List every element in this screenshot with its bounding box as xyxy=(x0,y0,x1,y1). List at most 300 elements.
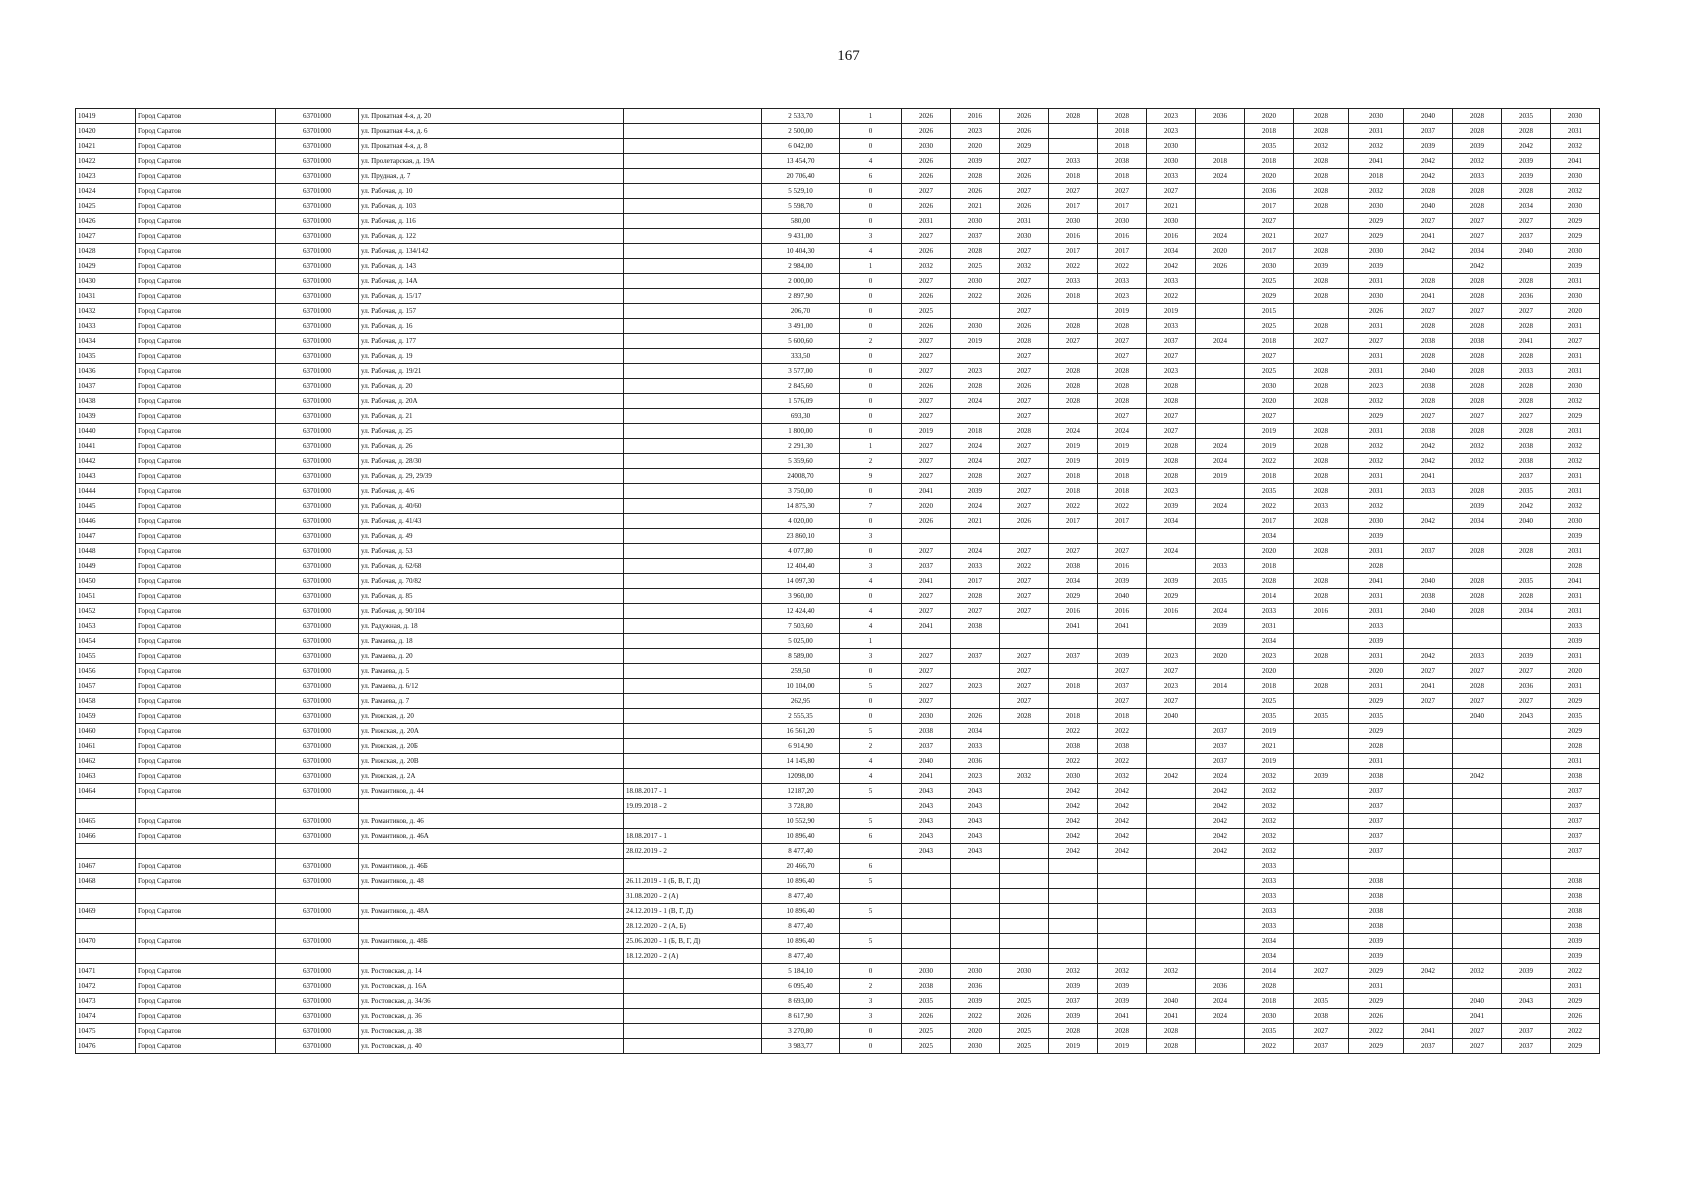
document-date-cell xyxy=(624,139,762,154)
area-cell: 6 095,40 xyxy=(762,979,840,994)
year-cell xyxy=(1502,934,1551,949)
year-cell: 2033 xyxy=(1147,169,1196,184)
year-cell xyxy=(951,874,1000,889)
document-date-cell xyxy=(624,514,762,529)
year-cell: 2038 xyxy=(902,979,951,994)
year-cell: 2020 xyxy=(1551,664,1600,679)
city-cell: Город Саратов xyxy=(136,304,276,319)
year-cell: 2034 xyxy=(1245,529,1294,544)
year-cell: 2042 xyxy=(1196,799,1245,814)
year-cell: 2020 xyxy=(1196,649,1245,664)
year-cell: 2020 xyxy=(902,499,951,514)
year-cell: 2042 xyxy=(1404,244,1453,259)
document-date-cell xyxy=(624,274,762,289)
year-cell: 2016 xyxy=(1049,229,1098,244)
address-cell: ул. Рабочая, д. 26 xyxy=(359,439,624,454)
year-cell: 2026 xyxy=(902,199,951,214)
row-number-cell: 10456 xyxy=(76,664,136,679)
year-cell: 2027 xyxy=(1000,364,1049,379)
year-cell: 2031 xyxy=(1349,679,1404,694)
year-cell: 2039 xyxy=(1453,499,1502,514)
oktmo-code-cell: 63701000 xyxy=(276,364,359,379)
address-cell: ул. Рабочая, д. 21 xyxy=(359,409,624,424)
year-cell: 2026 xyxy=(951,709,1000,724)
year-cell xyxy=(1453,889,1502,904)
year-cell: 2019 xyxy=(1245,754,1294,769)
year-cell: 2028 xyxy=(1453,574,1502,589)
count-cell: 0 xyxy=(840,484,902,499)
year-cell: 2038 xyxy=(1349,904,1404,919)
year-cell xyxy=(1453,874,1502,889)
city-cell: Город Саратов xyxy=(136,1009,276,1024)
year-cell xyxy=(1294,784,1349,799)
year-cell xyxy=(1196,949,1245,964)
year-cell: 2028 xyxy=(1502,424,1551,439)
year-cell xyxy=(1196,304,1245,319)
year-cell: 2033 xyxy=(1147,274,1196,289)
year-cell: 2026 xyxy=(1551,1009,1600,1024)
year-cell: 2039 xyxy=(1147,499,1196,514)
area-cell: 10 404,30 xyxy=(762,244,840,259)
table-row xyxy=(76,319,1600,334)
address-cell: ул. Рабочая, д. 28/30 xyxy=(359,454,624,469)
year-cell: 2018 xyxy=(1245,679,1294,694)
area-cell: 13 454,70 xyxy=(762,154,840,169)
city-cell xyxy=(136,889,276,904)
address-cell: ул. Романтиков, д. 48А xyxy=(359,904,624,919)
year-cell: 2035 xyxy=(1502,574,1551,589)
year-cell: 2027 xyxy=(1245,214,1294,229)
oktmo-code-cell: 63701000 xyxy=(276,664,359,679)
year-cell: 2027 xyxy=(1000,499,1049,514)
year-cell: 2042 xyxy=(1098,829,1147,844)
address-cell: ул. Рабочая, д. 14А xyxy=(359,274,624,289)
year-cell xyxy=(1196,889,1245,904)
city-cell: Город Саратов xyxy=(136,649,276,664)
year-cell: 2027 xyxy=(1294,334,1349,349)
row-number-cell: 10422 xyxy=(76,154,136,169)
year-cell: 2027 xyxy=(1000,469,1049,484)
city-cell: Город Саратов xyxy=(136,439,276,454)
year-cell xyxy=(951,889,1000,904)
year-cell: 2028 xyxy=(1453,379,1502,394)
year-cell xyxy=(1404,754,1453,769)
year-cell: 2031 xyxy=(1349,349,1404,364)
document-date-cell xyxy=(624,574,762,589)
year-cell: 2030 xyxy=(1000,964,1049,979)
document-date-cell xyxy=(624,349,762,364)
year-cell xyxy=(1147,889,1196,904)
year-cell: 2035 xyxy=(1294,994,1349,1009)
year-cell: 2036 xyxy=(1196,979,1245,994)
oktmo-code-cell: 63701000 xyxy=(276,544,359,559)
year-cell: 2031 xyxy=(1349,604,1404,619)
year-cell: 2033 xyxy=(1245,859,1294,874)
year-cell: 2029 xyxy=(1000,139,1049,154)
year-cell: 2029 xyxy=(1349,964,1404,979)
year-cell: 2037 xyxy=(1147,334,1196,349)
year-cell: 2039 xyxy=(1502,169,1551,184)
year-cell: 2031 xyxy=(1349,364,1404,379)
year-cell xyxy=(1098,529,1147,544)
year-cell xyxy=(1147,979,1196,994)
document-date-cell xyxy=(624,634,762,649)
area-cell: 5 359,60 xyxy=(762,454,840,469)
oktmo-code-cell xyxy=(276,919,359,934)
year-cell xyxy=(1147,919,1196,934)
year-cell: 2018 xyxy=(1196,154,1245,169)
table-row xyxy=(76,859,1600,874)
area-cell: 12098,00 xyxy=(762,769,840,784)
year-cell: 2026 xyxy=(1000,109,1049,124)
year-cell: 2017 xyxy=(1049,244,1098,259)
year-cell: 2017 xyxy=(1049,199,1098,214)
year-cell: 2041 xyxy=(902,769,951,784)
document-date-cell xyxy=(624,964,762,979)
year-cell: 2040 xyxy=(1502,514,1551,529)
area-cell: 259,50 xyxy=(762,664,840,679)
year-cell: 2040 xyxy=(1404,199,1453,214)
year-cell: 2039 xyxy=(1294,769,1349,784)
city-cell: Город Саратов xyxy=(136,349,276,364)
year-cell xyxy=(1453,844,1502,859)
year-cell: 2022 xyxy=(1049,259,1098,274)
year-cell: 2030 xyxy=(1349,514,1404,529)
document-date-cell xyxy=(624,409,762,424)
year-cell: 2032 xyxy=(1551,139,1600,154)
year-cell: 2027 xyxy=(1147,664,1196,679)
year-cell: 2027 xyxy=(1000,184,1049,199)
year-cell: 2030 xyxy=(1551,109,1600,124)
year-cell: 2020 xyxy=(1551,304,1600,319)
year-cell: 2016 xyxy=(1098,559,1147,574)
year-cell xyxy=(1196,589,1245,604)
row-number-cell: 10421 xyxy=(76,139,136,154)
oktmo-code-cell: 63701000 xyxy=(276,529,359,544)
year-cell: 2031 xyxy=(1551,589,1600,604)
year-cell: 2022 xyxy=(1147,289,1196,304)
year-cell: 2041 xyxy=(1404,1024,1453,1039)
year-cell: 2027 xyxy=(1147,694,1196,709)
oktmo-code-cell: 63701000 xyxy=(276,1024,359,1039)
year-cell: 2030 xyxy=(951,964,1000,979)
oktmo-code-cell: 63701000 xyxy=(276,484,359,499)
year-cell xyxy=(1098,874,1147,889)
year-cell: 2022 xyxy=(1049,724,1098,739)
year-cell: 2025 xyxy=(1245,364,1294,379)
address-cell: ул. Рабочая, д. 70/82 xyxy=(359,574,624,589)
year-cell xyxy=(1196,544,1245,559)
year-cell: 2032 xyxy=(1349,139,1404,154)
year-cell: 2028 xyxy=(1453,364,1502,379)
year-cell: 2039 xyxy=(1049,979,1098,994)
table-row xyxy=(76,649,1600,664)
year-cell: 2022 xyxy=(1245,454,1294,469)
year-cell: 2014 xyxy=(1196,679,1245,694)
year-cell: 2038 xyxy=(1502,454,1551,469)
table-row xyxy=(76,979,1600,994)
year-cell: 2031 xyxy=(1349,319,1404,334)
year-cell: 2028 xyxy=(1404,319,1453,334)
area-cell: 8 477,40 xyxy=(762,919,840,934)
year-cell: 2042 xyxy=(1502,499,1551,514)
year-cell xyxy=(1453,799,1502,814)
oktmo-code-cell: 63701000 xyxy=(276,934,359,949)
year-cell: 2027 xyxy=(1098,544,1147,559)
year-cell: 2038 xyxy=(1049,559,1098,574)
year-cell xyxy=(1453,919,1502,934)
year-cell xyxy=(1453,469,1502,484)
row-number-cell: 10426 xyxy=(76,214,136,229)
year-cell: 2037 xyxy=(1551,814,1600,829)
oktmo-code-cell xyxy=(276,889,359,904)
count-cell: 5 xyxy=(840,904,902,919)
year-cell xyxy=(951,529,1000,544)
area-cell: 2 291,30 xyxy=(762,439,840,454)
year-cell: 2037 xyxy=(1551,784,1600,799)
year-cell xyxy=(1147,559,1196,574)
city-cell: Город Саратов xyxy=(136,139,276,154)
year-cell: 2031 xyxy=(1551,754,1600,769)
year-cell: 2027 xyxy=(1404,409,1453,424)
year-cell xyxy=(1196,409,1245,424)
year-cell xyxy=(1196,709,1245,724)
year-cell: 2043 xyxy=(902,784,951,799)
year-cell: 2022 xyxy=(1049,754,1098,769)
row-number-cell: 10459 xyxy=(76,709,136,724)
count-cell: 0 xyxy=(840,514,902,529)
year-cell xyxy=(951,949,1000,964)
year-cell: 2024 xyxy=(1196,994,1245,1009)
count-cell: 2 xyxy=(840,334,902,349)
year-cell: 2039 xyxy=(1098,994,1147,1009)
year-cell: 2026 xyxy=(951,184,1000,199)
year-cell xyxy=(1098,919,1147,934)
year-cell: 2031 xyxy=(1551,649,1600,664)
year-cell: 2026 xyxy=(902,319,951,334)
year-cell: 2027 xyxy=(1294,964,1349,979)
year-cell: 2041 xyxy=(902,484,951,499)
year-cell: 2030 xyxy=(902,964,951,979)
year-cell: 2027 xyxy=(1453,694,1502,709)
area-cell: 14 145,80 xyxy=(762,754,840,769)
year-cell xyxy=(1453,724,1502,739)
year-cell: 2027 xyxy=(1404,304,1453,319)
address-cell: ул. Романтиков, д. 46Б xyxy=(359,859,624,874)
year-cell: 2033 xyxy=(951,559,1000,574)
row-number-cell: 10458 xyxy=(76,694,136,709)
year-cell xyxy=(1502,559,1551,574)
year-cell: 2019 xyxy=(1245,724,1294,739)
document-date-cell xyxy=(624,544,762,559)
year-cell: 2021 xyxy=(951,199,1000,214)
count-cell: 3 xyxy=(840,1009,902,1024)
area-cell: 7 503,60 xyxy=(762,619,840,634)
year-cell: 2028 xyxy=(1453,109,1502,124)
table-row xyxy=(76,814,1600,829)
table-row xyxy=(76,994,1600,1009)
year-cell: 2032 xyxy=(1245,769,1294,784)
year-cell: 2037 xyxy=(1551,829,1600,844)
table-row xyxy=(76,199,1600,214)
year-cell xyxy=(1502,904,1551,919)
year-cell: 2019 xyxy=(1196,469,1245,484)
city-cell: Город Саратов xyxy=(136,199,276,214)
year-cell: 2027 xyxy=(1000,244,1049,259)
year-cell: 2037 xyxy=(1349,844,1404,859)
row-number-cell: 10450 xyxy=(76,574,136,589)
row-number-cell: 10449 xyxy=(76,559,136,574)
year-cell: 2024 xyxy=(951,544,1000,559)
year-cell xyxy=(1196,634,1245,649)
year-cell: 2039 xyxy=(1049,1009,1098,1024)
year-cell xyxy=(1196,529,1245,544)
year-cell xyxy=(1453,559,1502,574)
year-cell xyxy=(1049,349,1098,364)
city-cell: Город Саратов xyxy=(136,379,276,394)
address-cell: ул. Рабочая, д. 62/68 xyxy=(359,559,624,574)
area-cell: 14 875,30 xyxy=(762,499,840,514)
table-row xyxy=(76,289,1600,304)
year-cell: 2027 xyxy=(902,394,951,409)
year-cell xyxy=(1404,979,1453,994)
year-cell: 2028 xyxy=(1245,979,1294,994)
document-date-cell xyxy=(624,244,762,259)
year-cell: 2042 xyxy=(1404,514,1453,529)
year-cell: 2026 xyxy=(1000,514,1049,529)
year-cell xyxy=(1404,559,1453,574)
table-row xyxy=(76,1009,1600,1024)
year-cell: 2040 xyxy=(1098,589,1147,604)
year-cell: 2039 xyxy=(1349,934,1404,949)
year-cell: 2023 xyxy=(951,364,1000,379)
address-cell: ул. Пролетарская, д. 19А xyxy=(359,154,624,169)
year-cell: 2027 xyxy=(1000,664,1049,679)
year-cell: 2038 xyxy=(1453,334,1502,349)
document-date-cell: 25.06.2020 - 1 (Б, В, Г, Д) xyxy=(624,934,762,949)
year-cell: 2040 xyxy=(1404,604,1453,619)
table-row xyxy=(76,619,1600,634)
year-cell: 2035 xyxy=(1245,709,1294,724)
document-date-cell xyxy=(624,979,762,994)
year-cell: 2027 xyxy=(1049,184,1098,199)
year-cell: 2028 xyxy=(1098,379,1147,394)
count-cell: 0 xyxy=(840,349,902,364)
table-row xyxy=(76,484,1600,499)
year-cell: 2031 xyxy=(1349,484,1404,499)
year-cell: 2020 xyxy=(1349,664,1404,679)
year-cell xyxy=(1404,994,1453,1009)
year-cell xyxy=(1196,379,1245,394)
year-cell xyxy=(1294,934,1349,949)
year-cell: 2020 xyxy=(1245,664,1294,679)
table-row xyxy=(76,124,1600,139)
oktmo-code-cell: 63701000 xyxy=(276,514,359,529)
table-row xyxy=(76,664,1600,679)
row-number-cell: 10452 xyxy=(76,604,136,619)
year-cell: 2032 xyxy=(1349,184,1404,199)
city-cell: Город Саратов xyxy=(136,769,276,784)
year-cell xyxy=(902,874,951,889)
document-date-cell xyxy=(624,334,762,349)
row-number-cell: 10465 xyxy=(76,814,136,829)
year-cell: 2029 xyxy=(1245,289,1294,304)
count-cell: 0 xyxy=(840,214,902,229)
year-cell xyxy=(1502,259,1551,274)
table-row xyxy=(76,154,1600,169)
oktmo-code-cell: 63701000 xyxy=(276,139,359,154)
year-cell: 2030 xyxy=(1147,214,1196,229)
year-cell xyxy=(902,859,951,874)
area-cell: 10 896,40 xyxy=(762,874,840,889)
year-cell: 2022 xyxy=(1098,499,1147,514)
year-cell xyxy=(1196,184,1245,199)
year-cell: 2027 xyxy=(902,469,951,484)
year-cell: 2028 xyxy=(1049,109,1098,124)
year-cell: 2027 xyxy=(1000,694,1049,709)
count-cell: 5 xyxy=(840,874,902,889)
year-cell: 2019 xyxy=(1245,424,1294,439)
address-cell: ул. Прудная, д. 7 xyxy=(359,169,624,184)
year-cell: 2043 xyxy=(902,829,951,844)
table-row xyxy=(76,829,1600,844)
year-cell: 2033 xyxy=(1404,484,1453,499)
year-cell xyxy=(1294,829,1349,844)
year-cell: 2032 xyxy=(1000,259,1049,274)
year-cell: 2032 xyxy=(1551,499,1600,514)
row-number-cell: 10457 xyxy=(76,679,136,694)
year-cell: 2018 xyxy=(1049,169,1098,184)
area-cell: 580,00 xyxy=(762,214,840,229)
year-cell: 2037 xyxy=(951,229,1000,244)
year-cell: 2027 xyxy=(902,229,951,244)
year-cell: 2039 xyxy=(1349,529,1404,544)
year-cell: 2031 xyxy=(1551,469,1600,484)
year-cell xyxy=(1049,634,1098,649)
area-cell: 333,50 xyxy=(762,349,840,364)
city-cell xyxy=(136,844,276,859)
year-cell: 2040 xyxy=(1147,994,1196,1009)
year-cell: 2034 xyxy=(1502,604,1551,619)
year-cell: 2039 xyxy=(951,484,1000,499)
oktmo-code-cell: 63701000 xyxy=(276,694,359,709)
count-cell: 0 xyxy=(840,379,902,394)
table-row xyxy=(76,754,1600,769)
year-cell: 2035 xyxy=(902,994,951,1009)
address-cell: ул. Рамаева, д. 5 xyxy=(359,664,624,679)
year-cell: 2043 xyxy=(1502,709,1551,724)
year-cell xyxy=(1000,829,1049,844)
year-cell: 2019 xyxy=(1049,439,1098,454)
year-cell: 2032 xyxy=(1349,394,1404,409)
count-cell: 6 xyxy=(840,829,902,844)
table-row xyxy=(76,214,1600,229)
year-cell: 2023 xyxy=(1147,364,1196,379)
year-cell xyxy=(1294,874,1349,889)
address-cell: ул. Ростовская, д. 34/36 xyxy=(359,994,624,1009)
address-cell: ул. Рабочая, д. 90/104 xyxy=(359,604,624,619)
row-number-cell: 10476 xyxy=(76,1039,136,1054)
year-cell: 2041 xyxy=(1404,469,1453,484)
year-cell: 2028 xyxy=(951,379,1000,394)
year-cell: 2038 xyxy=(1551,874,1600,889)
oktmo-code-cell: 63701000 xyxy=(276,319,359,334)
year-cell: 2029 xyxy=(1349,214,1404,229)
year-cell xyxy=(1502,949,1551,964)
year-cell: 2033 xyxy=(1551,619,1600,634)
year-cell: 2023 xyxy=(1147,124,1196,139)
year-cell: 2028 xyxy=(1453,184,1502,199)
